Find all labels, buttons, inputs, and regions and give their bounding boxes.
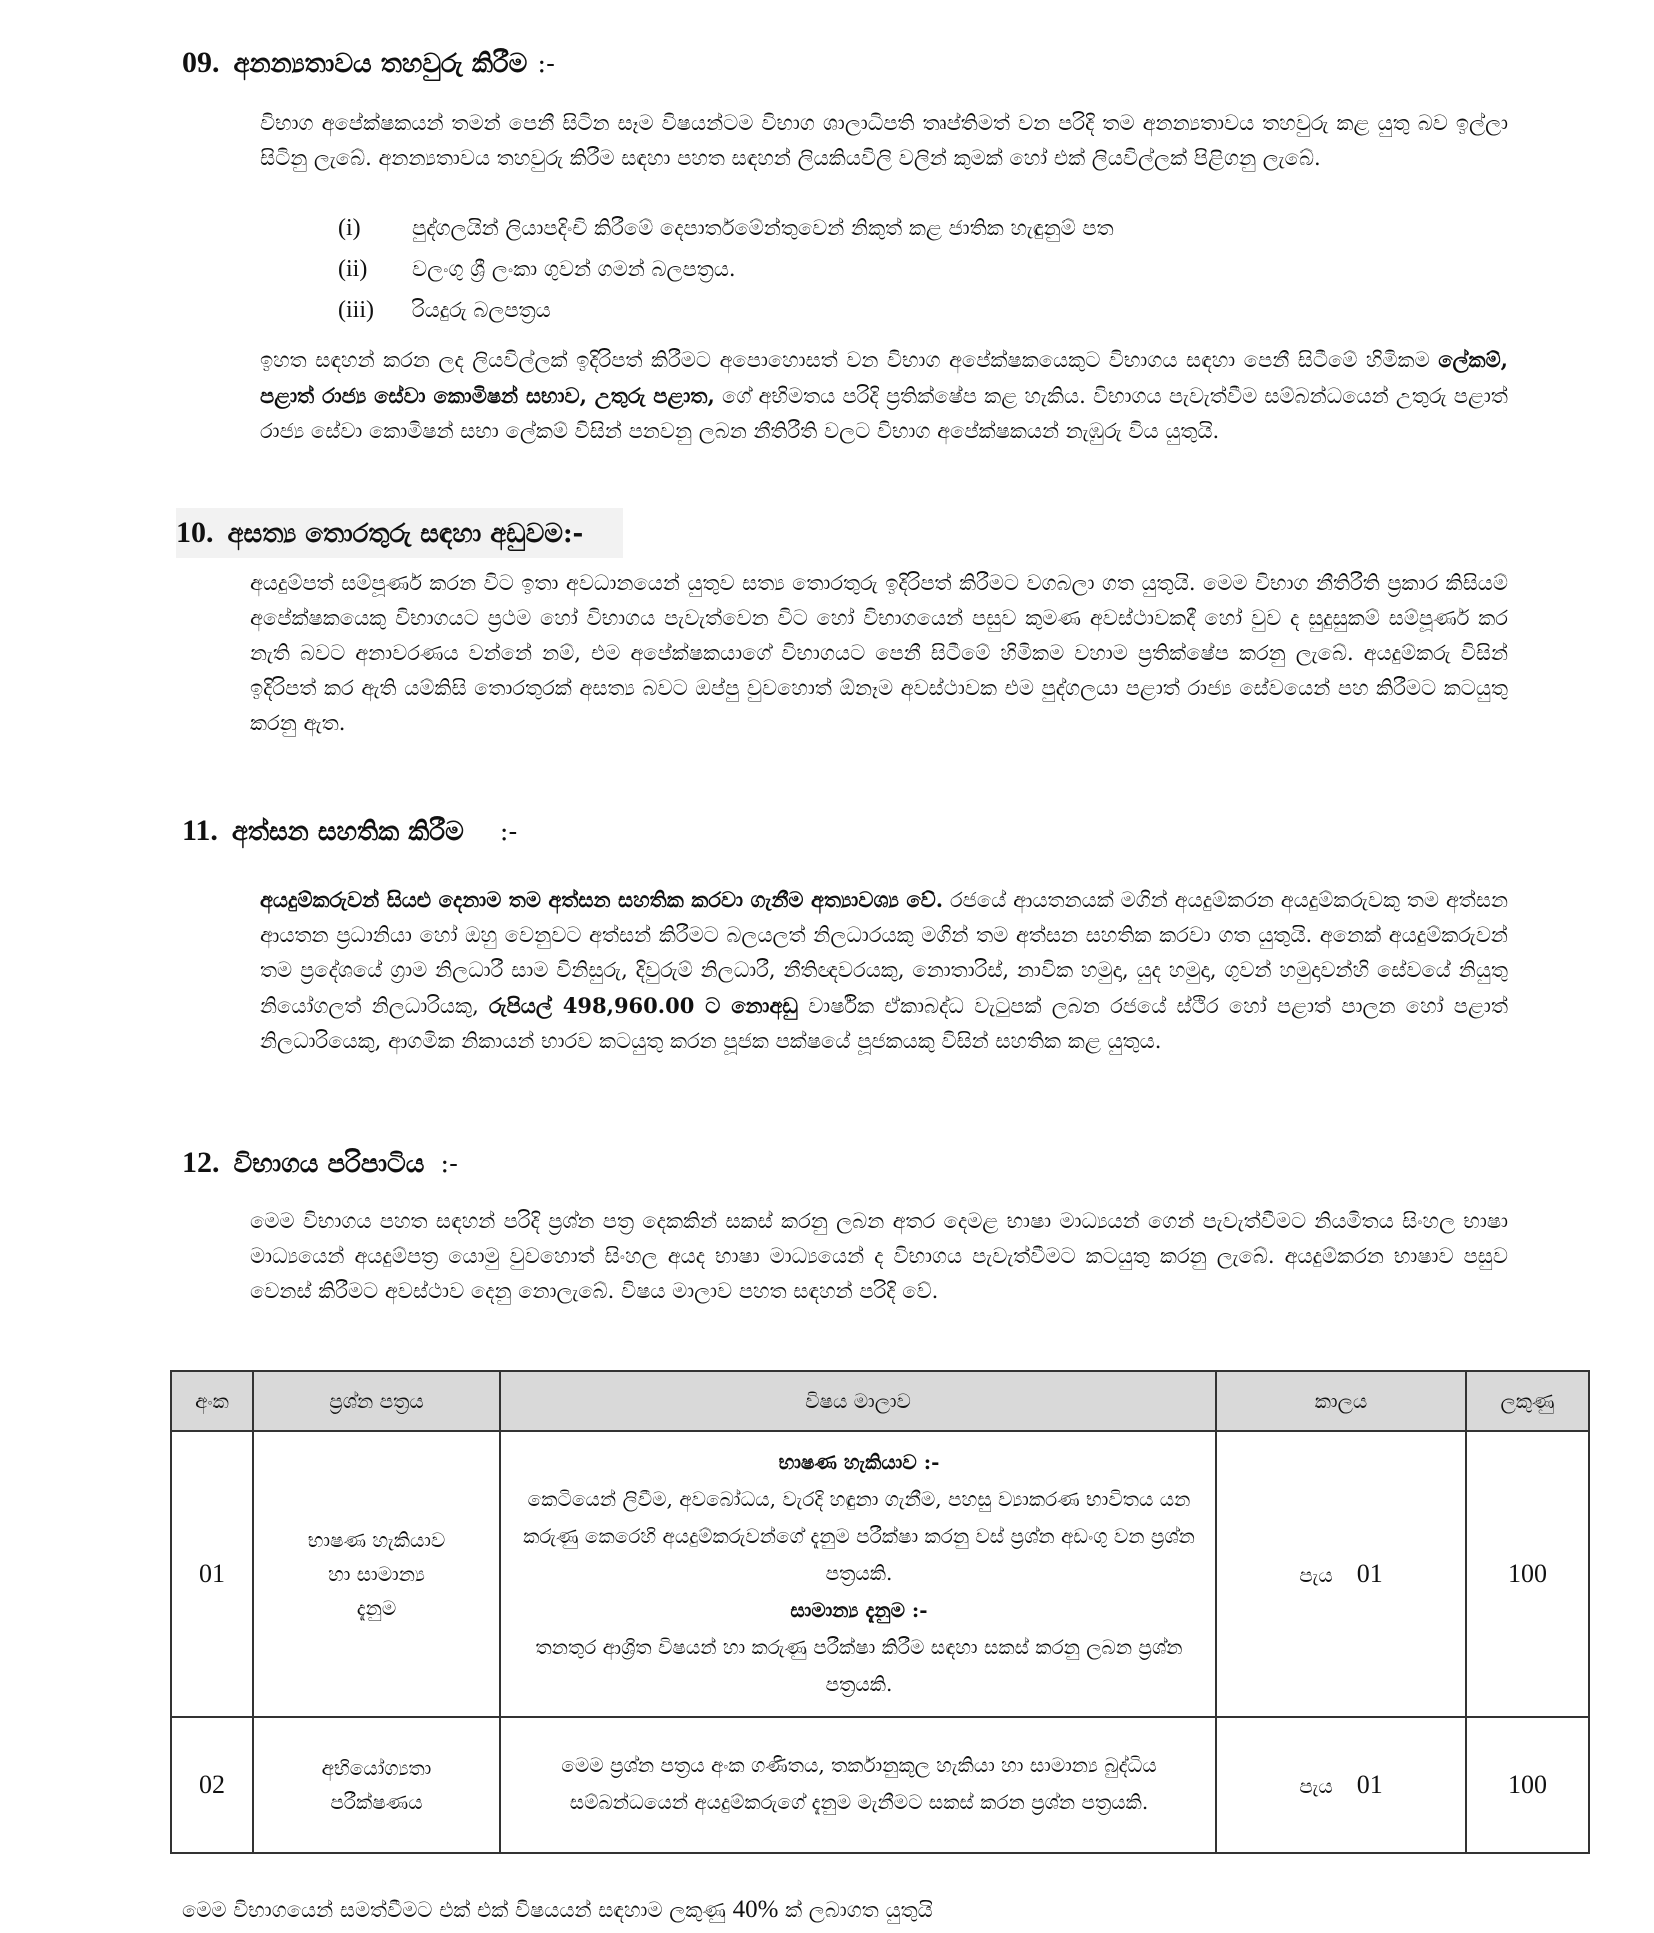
section-suffix: :- <box>499 817 518 847</box>
duration-value: 01 <box>1356 1559 1383 1588</box>
section-09-paragraph-2 <box>260 342 1508 449</box>
section-number: 10. <box>176 516 214 549</box>
paper-name <box>253 1717 500 1853</box>
paragraph-text: වාර්ෂික ඒකාබද්ධ වැටුපක් ලබන රජයේ ස්ථිර හෝ පළාත් පාලන හෝ පළාත් නිලධාරියෙකු, ආගමික නිකායන් භාරව කටයුතු කරන පූජක පක්ෂයේ පූජකයකු විසින් සහතික කළ යුතුය. <box>260 994 1508 1053</box>
section-11-heading <box>182 814 517 848</box>
syllabus-table <box>170 1370 1590 1854</box>
duration-unit: පැය <box>1299 1774 1333 1798</box>
paper-name-line: පරීක්ෂණය <box>330 1790 423 1814</box>
section-title: විභාගය පරිපාටිය <box>233 1149 425 1179</box>
section-number: 11. <box>182 814 218 847</box>
syllabus-subheading: සාමාන්‍ය දැනුම :- <box>790 1597 928 1622</box>
syllabus-text: කෙටියෙන් ලිවීම, අවබෝධය, වැරදි හඳුනා ගැනීම, පහසු ව්‍යාකරණ භාවිතය යන කරුණු කෙරෙහි අයදුම්කරුවන්ගේ දැනුම පරීක්ෂා කරනු වස් ප්‍රශ්න අඩංගු වන ප්‍රශ්න පත්‍රයකි. <box>523 1486 1195 1585</box>
note-text: ක් ලබාගත යුතුයි <box>778 1898 933 1922</box>
header-time: කාලය <box>1216 1371 1466 1431</box>
list-item-text: වලංගු ශ්‍රී ලංකා ගුවන් ගමන් බලපත්‍රය. <box>412 257 736 281</box>
paragraph-text: රජයේ ආයතනයක් මගින් අයදුම්කරන අයදුම්කරුවකු තම අත්සන ආයතන ප්‍රධානියා හෝ ඔහු වෙනුවට අත්සන් කිරීමට බලයලත් නිලධාරයකු මගින් තම අත්සන සහතික කරවා ගත යුතුයි. අනෙක් අයදුම්කරුවන් තම ප්‍රදේශයේ ග්‍රාම නිලධාරී සාම විනිසුරු, දිවුරුම් නිලධාරී, නීතිඥවරයකු, නොතාරිස්, නාවික හමුදා, යුද හමුදා, ගුවන් හමුදාවන්හි සේවයේ නියුතු නියෝගලත් නිලධාරියකු, <box>260 888 1508 1018</box>
section-suffix: :- <box>537 49 555 79</box>
paper-name <box>253 1431 500 1717</box>
paper-name-line: භාෂණ හැකියාව <box>307 1528 446 1552</box>
pass-percentage: 40% <box>732 1896 779 1923</box>
table-row <box>171 1717 1589 1853</box>
syllabus-subheading: භාෂණ හැකියාව :- <box>778 1449 940 1474</box>
syllabus-description <box>500 1431 1216 1717</box>
pass-mark-note <box>182 1896 933 1924</box>
id-document-list <box>338 208 1114 331</box>
paragraph-text: ගේ අභිමතය පරිදි ප්‍රතික්ෂේප කළ හැකිය. විභාගය පැවැත්වීම සම්බන්ධයෙන් උතුරු පළාත් රාජ්‍ය සේවා කොමිෂන් සභා ලේකම් විසින් පනවනු ලබන නීතිරීති වලට විභාග අපේක්ෂකයන් නැඹුරු විය යුතුයි. <box>260 384 1508 443</box>
paragraph-text: ඉහත සඳහන් කරන ලද ලියවිල්ලක් ඉදිරිපත් කිරීමට අපොහොසත් වන විභාග අපේක්ෂකයෙකුට විභාගය සඳහා පෙනී සිටීමේ හිමිකම <box>260 348 1439 372</box>
header-marks: ලකුණු <box>1466 1371 1589 1431</box>
syllabus-text: තනතුර ආශ්‍රිත විෂයන් හා කරුණු පරීක්ෂා කිරීම සඳහා සකස් කරනු ලබන ප්‍රශ්න පත්‍රයකි. <box>535 1634 1183 1696</box>
header-number: අංක <box>171 1371 253 1431</box>
duration-value: 01 <box>1356 1770 1383 1799</box>
list-marker: (i) <box>338 215 361 241</box>
section-number: 09. <box>182 46 220 79</box>
paper-marks: 100 <box>1466 1717 1589 1853</box>
section-10-paragraph: අයදුම්පත් සම්පූර්ණ කරන විට ඉතා අවධානයෙන් යුතුව සත්‍ය තොරතුරු ඉදිරිපත් කිරීමට වගබලා ගත යුතුයි. මෙම විභාග නීතිරීති ප්‍රකාර කිසියම් අපේක්ෂකයෙකු විභාගයට ප්‍රථම හෝ විභාගය පැවැත්වෙන විට හෝ විභාගයෙන් පසුව කුමණ අවස්ථාවකදී හෝ වුව ද සුදුසුකම් සම්පූර්ණ කර නැති බවට අනාවරණය වන්නේ නම්, එම අපේක්ෂකයාගේ විභාගයට පෙනී සිටීමේ හිමිකම වහාම ප්‍රතික්ෂේප කරනු ලැබේ. අයදුම්කරු විසින් ඉදිරිපත් කර ඇති යම්කිසි තොරතුරක් අසත්‍ය බවට ඔප්පු වුවහොත් ඕනෑම අවස්ථාවක එම පුද්ගලයා පළාත් රාජ්‍ය සේවයෙන් පහ කිරීමට කටයුතු කරනු ඇත. <box>250 571 1508 735</box>
list-marker: (ii) <box>338 256 368 282</box>
section-09-heading <box>182 46 555 80</box>
paper-number: 02 <box>171 1717 253 1853</box>
paragraph-bold-text: රුපියල් 498,960.00 ට නොඅඩු <box>489 993 798 1018</box>
paper-name-line: හා සාමාන්‍ය <box>328 1562 425 1586</box>
header-syllabus: විෂය මාලාව <box>500 1371 1216 1431</box>
section-title: අසත්‍ය තොරතුරු සඳහා අඩුවම:- <box>227 519 584 549</box>
section-suffix: :- <box>440 1149 458 1179</box>
list-item-text: රියදුරු බලපත්‍රය <box>412 298 551 322</box>
syllabus-description <box>500 1717 1216 1853</box>
paper-duration <box>1216 1717 1466 1853</box>
section-title: අනන්‍යතාවය තහවුරු කිරීම <box>233 49 528 79</box>
section-12-heading <box>182 1146 458 1180</box>
list-item-text: පුද්ගලයින් ලියාපදිංචි කිරීමේ දෙපාර්තමේන්තුවෙන් නිකුත් කළ ජාතික හැඳුනුම් පත <box>412 216 1114 240</box>
list-item <box>338 290 1114 331</box>
paper-name-line: අභියෝග්‍යතා <box>321 1756 432 1780</box>
section-12-paragraph: මෙම විභාගය පහත සඳහන් පරිදි ප්‍රශ්න පත්‍ර දෙකකින් සකස් කරනු ලබන අතර දෙමළ භාෂා මාධ්‍යයන් ගෙන් පැවැත්වීමට නියමිතය සිංහල භාෂා මාධ්‍යයෙන් අයදුම්පත්‍ර යොමු වුවහොත් සිංහල අයද භාෂා මාධ්‍යයෙන් ද විභාගය පැවැත්වීමට කටයුතු කරනු ලැබේ. අයදුම්කරන භාෂාව පසුව වෙනස් කිරීමට අවස්ථාව දෙනු නොලැබේ. විෂය මාලාව පහත සඳහන් පරිදි වේ. <box>250 1209 1508 1303</box>
section-09-paragraph-1: විභාග අපේක්ෂකයන් තමන් පෙනී සිටින සෑම විෂයන්ටම විභාග ශාලාධිපති තෘප්තිමත් වන පරිදි තම අනන්‍යතාවය තහවුරු කළ යුතු බව ඉල්ලා සිටිනු ලැබේ. අනන්‍යතාවය තහවුරු කිරීම සඳහා පහත සඳහන් ලියකියවිලි වලින් කුමක් හෝ එක් ලියවිල්ලක් පිළිගනු ලැබේ. <box>260 111 1508 170</box>
header-paper: ප්‍රශ්න පත්‍රය <box>253 1371 500 1431</box>
duration-unit: පැය <box>1299 1563 1333 1587</box>
note-text: මෙම විභාගයෙන් සමත්වීමට එක් එක් විෂයයන් සඳහාම ලකුණු <box>182 1898 733 1922</box>
list-item <box>338 208 1114 249</box>
section-number: 12. <box>182 1146 220 1179</box>
list-marker: (iii) <box>338 297 374 323</box>
table-row <box>171 1431 1589 1717</box>
paper-marks: 100 <box>1466 1431 1589 1717</box>
section-title: අත්සන සහතික කිරීම <box>231 817 464 847</box>
paper-number: 01 <box>171 1431 253 1717</box>
section-10-heading <box>176 508 623 558</box>
paragraph-bold-text: ලේකම්, පළාත් රාජ්‍ය සේවා කොමිෂන් සභාව, උතුරු පළාත, <box>260 347 1508 408</box>
paper-duration <box>1216 1431 1466 1717</box>
paragraph-bold-text: අයදුම්කරුවන් සියළු දෙනාම තම අත්සන සහතික කරවා ගැනීම අත්‍යාවශ්‍ය වේ. <box>260 887 944 912</box>
section-11-paragraph <box>260 882 1508 1059</box>
list-item <box>338 249 1114 290</box>
paper-name-line: දැනුම <box>356 1596 397 1620</box>
table-header-row <box>171 1371 1589 1431</box>
syllabus-text: මෙම ප්‍රශ්න පත්‍රය අංක ගණිතය, තර්කානුකූල හැකියා හා සාමාන්‍ය බුද්ධිය සම්බන්ධයෙන් අයදුම්කරුගේ දැනුම මැනීමට සකස් කරන ප්‍රශ්න පත්‍රයකි. <box>561 1753 1157 1814</box>
